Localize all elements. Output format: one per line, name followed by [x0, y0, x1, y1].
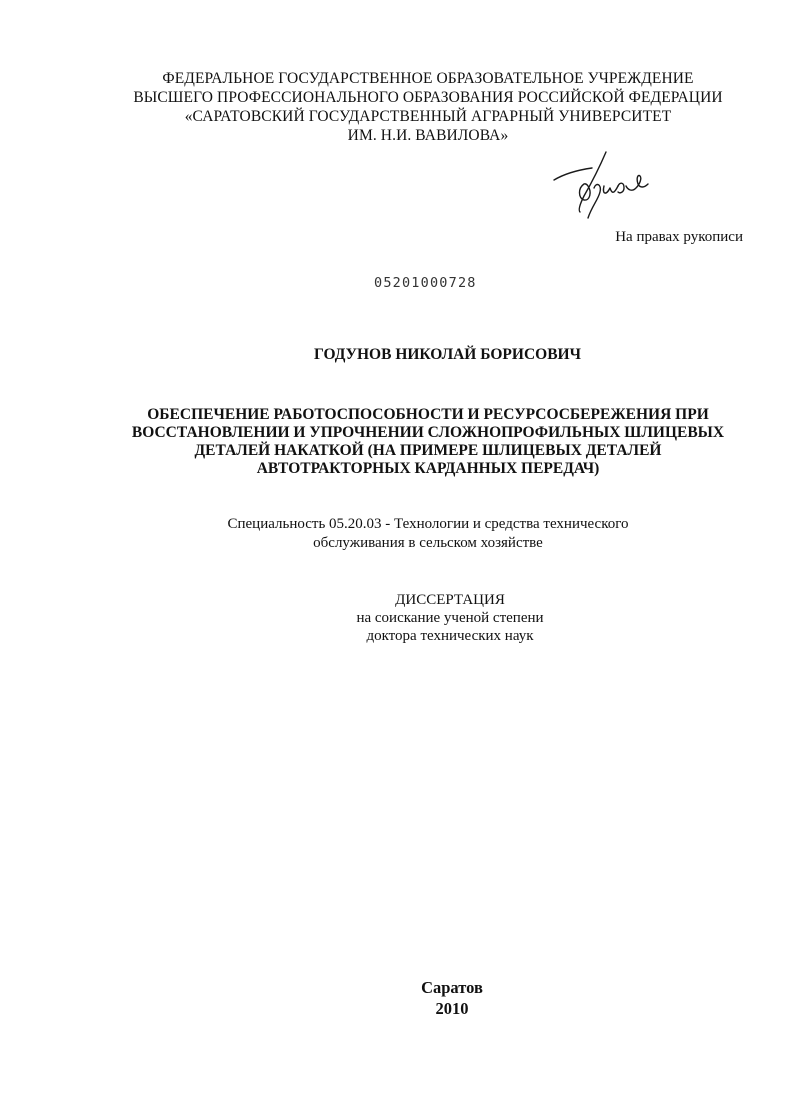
year: 2010	[435, 999, 469, 1018]
specialty	[150, 515, 706, 553]
title-line: ДЕТАЛЕЙ НАКАТКОЙ (НА ПРИМЕРЕ ШЛИЦЕВЫХ ДЕТАЛЕЙ	[194, 442, 662, 459]
specialty-line: обслуживания в сельском хозяйстве	[313, 535, 543, 551]
title-line: ОБЕСПЕЧЕНИЕ РАБОТОСПОСОБНОСТИ И РЕСУРСОСБЕРЕЖЕНИЯ ПРИ	[147, 406, 709, 423]
manuscript-note: На правах рукописи	[615, 229, 743, 245]
author-name: ГОДУНОВ НИКОЛАЙ БОРИСОВИЧ	[314, 346, 581, 363]
place-and-year	[352, 977, 552, 1019]
document-number: 05201000728	[374, 275, 477, 291]
institution-line: ФЕДЕРАЛЬНОЕ ГОСУДАРСТВЕННОЕ ОБРАЗОВАТЕЛЬНОЕ УЧРЕЖДЕНИЕ	[162, 70, 694, 87]
specialty-line: Специальность 05.20.03 - Технологии и средства технического	[227, 516, 629, 532]
degree-line: доктора технических наук	[366, 628, 534, 644]
degree-block	[300, 591, 600, 645]
city: Саратов	[421, 978, 483, 997]
institution-line: «САРАТОВСКИЙ ГОСУДАРСТВЕННЫЙ АГРАРНЫЙ УНИВЕРСИТЕТ	[184, 108, 672, 125]
degree-line: на соискание ученой степени	[356, 610, 544, 626]
institution-line: ИМ. Н.И. ВАВИЛОВА»	[347, 127, 509, 144]
title-line: АВТОТРАКТОРНЫХ КАРДАННЫХ ПЕРЕДАЧ)	[256, 460, 600, 477]
institution-header	[100, 69, 756, 145]
institution-line: ВЫСШЕГО ПРОФЕССИОНАЛЬНОГО ОБРАЗОВАНИЯ РОССИЙСКОЙ ФЕДЕРАЦИИ	[133, 89, 723, 106]
dissertation-heading: ДИССЕРТАЦИЯ	[395, 592, 505, 608]
title-line: ВОССТАНОВЛЕНИИ И УПРОЧНЕНИИ СЛОЖНОПРОФИЛЬНЫХ ШЛИЦЕВЫХ	[131, 424, 725, 441]
signature-icon	[548, 148, 658, 220]
dissertation-title	[100, 406, 756, 478]
